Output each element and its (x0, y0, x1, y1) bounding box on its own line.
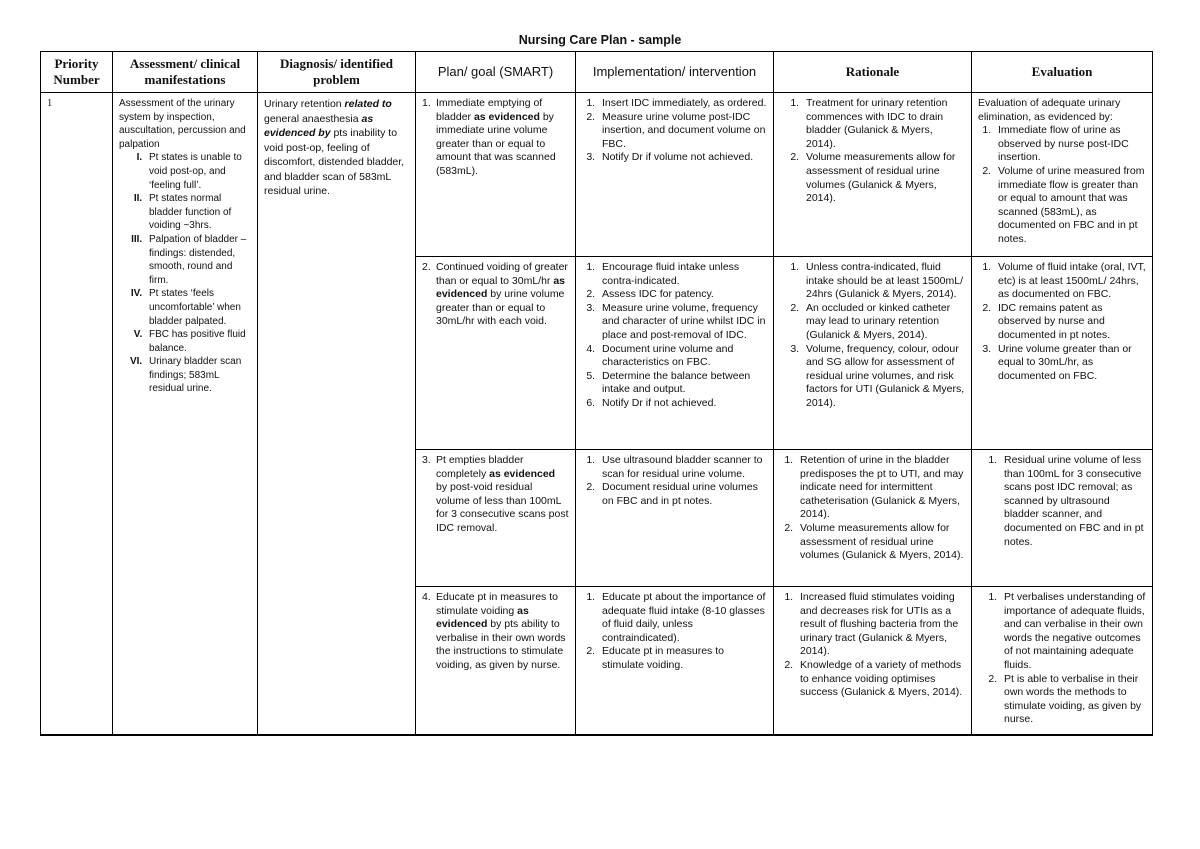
list-item: 2. Assess IDC for patency. (598, 288, 767, 302)
evaluation-list (978, 454, 1146, 549)
implementation-list (582, 261, 767, 411)
goal-text-post: by urine volume greater than or equal to 30mL/hr with each void. (436, 288, 565, 328)
implementation-list (582, 591, 767, 673)
rationale-list (780, 591, 965, 700)
evaluation-cell (972, 93, 1153, 257)
rationale-list (780, 454, 965, 563)
implementation-list (582, 97, 767, 165)
goal-evidenced: as evidenced (489, 467, 556, 480)
rationale-cell (774, 450, 972, 587)
list-item: II. Pt states normal bladder function of voiding ~3hrs. (145, 192, 251, 233)
implementation-cell (576, 587, 774, 735)
header-rationale: Rationale (774, 52, 972, 93)
list-item: 6. Notify Dr if not achieved. (598, 397, 767, 411)
header-evaluation: Evaluation (972, 52, 1153, 93)
list-item: 1. Residual urine volume of less than 100mL for 3 consecutive scans post IDC removal; as scanned by ultrasound bladder scanner, and documented on FBC and in pt notes. (1000, 454, 1146, 549)
list-item: 1. Educate pt about the importance of adequate fluid intake (8-10 glasses of fluid daily, unless contraindicated). (598, 591, 767, 645)
goal-cell (416, 93, 576, 257)
list-item: V. FBC has positive fluid balance. (145, 328, 251, 355)
rationale-cell (774, 257, 972, 450)
list-item: 2. Volume of urine measured from immediate flow is greater than or equal to amount that was scanned (583mL), as documented on FBC and in pt notes. (994, 165, 1146, 247)
list-item: 2. Volume measurements allow for assessment of residual urine volumes (Gulanick & Myers, 2014). (802, 151, 965, 205)
list-item: 2. IDC remains patent as observed by nurse and documented in pt notes. (994, 302, 1146, 343)
list-item: III. Palpation of bladder – findings: distended, smooth, round and firm. (145, 233, 251, 287)
list-item: 2. Knowledge of a variety of methods to enhance voiding optimises success (Gulanick & Myers, 2014). (796, 659, 965, 700)
list-item: 1. Volume of fluid intake (oral, IVT, etc) is at least 1500mL/ 24hrs, as documented on FBC. (994, 261, 1146, 302)
goal-number: 1. (422, 97, 431, 109)
list-item: IV. Pt states ‘feels uncomfortable’ when bladder palpated. (145, 287, 251, 328)
assessment-intro: Assessment of the urinary system by inspection, auscultation, percussion and palpation (119, 98, 246, 150)
rationale-list (780, 261, 965, 411)
table-row (41, 93, 1153, 257)
list-item: 1. Encourage fluid intake unless contra-indicated. (598, 261, 767, 288)
goal-text: Immediate emptying of bladder (436, 97, 543, 123)
list-item: 3. Volume, frequency, colour, odour and SG allow for assessment of residual urine volumes, and risk factors for UTI (Gulanick & Myers, 2014). (802, 343, 965, 411)
list-item: 1. Unless contra-indicated, fluid intake should be at least 1500mL/ 24hrs (Gulanick & Myers, 2014). (802, 261, 965, 302)
list-item: 2. Measure urine volume post-IDC insertion, and document volume on FBC. (598, 111, 767, 152)
assessment-cell (113, 93, 258, 735)
implementation-cell (576, 93, 774, 257)
care-plan-table (40, 51, 1153, 736)
goal-evidenced: as evidenced (436, 604, 529, 631)
header-row (41, 52, 1153, 93)
rationale-cell (774, 587, 972, 735)
goal-number: 3. (422, 454, 431, 466)
list-item: 1. Insert IDC immediately, as ordered. (598, 97, 767, 111)
goal-cell (416, 257, 576, 450)
header-priority: Priority Number (41, 52, 113, 93)
list-item: 1. Retention of urine in the bladder predisposes the pt to UTI, and may indicate need for intermittent catheterisation (Gulanick & Myers, 2014). (796, 454, 965, 522)
list-item: 3. Urine volume greater than or equal to 30mL/hr, as documented on FBC. (994, 343, 1146, 384)
list-item: 1. Use ultrasound bladder scanner to scan for residual urine volume. (598, 454, 767, 481)
list-item: 1. Immediate flow of urine as observed by nurse post-IDC insertion. (994, 124, 1146, 165)
goal-text: Continued voiding of greater than or equal to 30mL/hr (436, 261, 568, 287)
goal-text: Educate pt in measures to stimulate voiding (436, 591, 558, 617)
header-assessment: Assessment/ clinical manifestations (113, 52, 258, 93)
list-item: VI. Urinary bladder scan findings; 583mL residual urine. (145, 355, 251, 396)
list-item: 1. Pt verbalises understanding of importance of adequate fluids, and can verbalise in their own words the negative outcomes of not maintaining adequate fluids. (1000, 591, 1146, 673)
diagnosis-text-2: general anaesthesia (264, 112, 359, 125)
list-item: I. Pt states is unable to void post-op, and ‘feeling full’. (145, 151, 251, 192)
goal-text-post: by pts ability to verbalise in their own words the instructions to stimulate voiding, as given by nurse. (436, 618, 566, 671)
goal-text: Pt empties bladder completely (436, 454, 524, 480)
assessment-list (119, 151, 251, 396)
diagnosis-cell (258, 93, 416, 735)
diagnosis-evidenced-by: as evidenced by (264, 112, 374, 139)
document-title: Nursing Care Plan - sample (518, 33, 682, 47)
list-item: 3. Measure urine volume, frequency and character of urine whilst IDC in place and post-removal of IDC. (598, 302, 767, 343)
evaluation-cell (972, 257, 1153, 450)
goal-number: 2. (422, 261, 431, 273)
list-item: 1. Increased fluid stimulates voiding and decreases risk for UTIs as a result of flushing bacteria from the urinary tract (Gulanick & Myers, 2014). (796, 591, 965, 659)
goal-evidenced: as evidenced (436, 274, 566, 301)
implementation-cell (576, 450, 774, 587)
header-diagnosis: Diagnosis/ identified problem (258, 52, 416, 93)
priority-cell: 1 (41, 93, 113, 735)
list-item: 2. Pt is able to verbalise in their own words the methods to stimulate voiding, as given by nurse. (1000, 673, 1146, 727)
rationale-list (780, 97, 965, 206)
list-item: 2. Document residual urine volumes on FBC and in pt notes. (598, 481, 767, 508)
list-item: 5. Determine the balance between intake and output. (598, 370, 767, 397)
goal-text-post: by post-void residual volume of less than 100mL for 3 consecutive scans post IDC removal. (436, 481, 569, 534)
evaluation-list (978, 124, 1146, 246)
goal-cell (416, 450, 576, 587)
list-item: 2. Educate pt in measures to stimulate voiding. (598, 645, 767, 672)
goal-number: 4. (422, 591, 431, 603)
header-implementation: Implementation/ intervention (576, 52, 774, 93)
goal-cell (416, 587, 576, 735)
goal-evidenced: as evidenced (473, 110, 540, 123)
implementation-cell (576, 257, 774, 450)
evaluation-intro: Evaluation of adequate urinary elimination, as evidenced by: (978, 97, 1121, 123)
evaluation-cell (972, 450, 1153, 587)
list-item: 2. Volume measurements allow for assessment of residual urine volumes (Gulanick & Myers, 2014). (796, 522, 965, 563)
rationale-cell (774, 93, 972, 257)
diagnosis-text-3: pts inability to void post-op, feeling of discomfort, distended bladder, and bladder scan of 583mL residual urine. (264, 127, 405, 197)
evaluation-cell (972, 587, 1153, 735)
diagnosis-related-to: related to (344, 98, 392, 110)
list-item: 2. An occluded or kinked catheter may lead to urinary retention (Gulanick & Myers, 2014). (802, 302, 965, 343)
evaluation-list (978, 591, 1146, 727)
list-item: 4. Document urine volume and characteristics on FBC. (598, 343, 767, 370)
diagnosis-text-1: Urinary retention (264, 98, 342, 110)
list-item: 3. Notify Dr if volume not achieved. (598, 151, 767, 165)
goal-text-post: by immediate urine volume greater than or equal to amount that was scanned (583mL). (436, 110, 556, 177)
header-plan: Plan/ goal (SMART) (416, 52, 576, 93)
evaluation-list (978, 261, 1146, 383)
implementation-list (582, 454, 767, 508)
list-item: 1. Treatment for urinary retention commences with IDC to drain bladder (Gulanick & Myers, 2014). (802, 97, 965, 151)
